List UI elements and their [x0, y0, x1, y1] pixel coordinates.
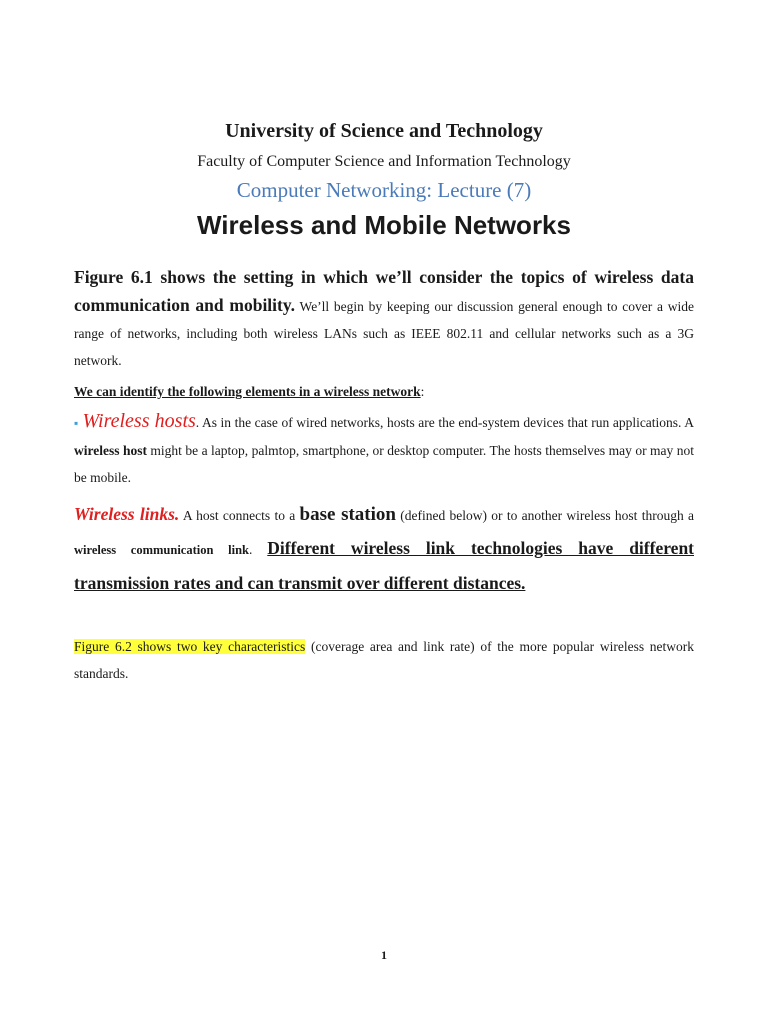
intro-paragraph	[74, 264, 694, 374]
links-text-2: (defined below) or to another wireless host through a	[395, 508, 694, 523]
lecture-heading: Computer Networking: Lecture (7)	[236, 178, 532, 202]
wireless-hosts-term: Wireless hosts	[82, 410, 196, 432]
intro-rest: We’ll begin by keeping our discussion general enough to cover a wide range of networks, including both wireless LANs such as IEEE 802.11 and cellular networks such as a 3G network.	[74, 299, 694, 368]
link-technologies-emphasis: Different wireless link technologies have different transmission rates and can transmit over different distances.	[74, 538, 694, 593]
hosts-text-2: might be a laptop, palmtop, smartphone, or desktop computer. The hosts themselves may or may not be mobile.	[74, 443, 695, 485]
figure-6-2-paragraph	[74, 633, 694, 687]
intro-lead: Figure 6.1 shows the setting in which we’ll consider the topics of wireless data communication and mobility.	[74, 267, 694, 315]
wireless-links-term: Wireless links.	[74, 504, 180, 524]
figure-6-2-highlight: Figure 6.2 shows two key characteristics	[74, 639, 306, 654]
hosts-text-1: . As in the case of wired networks, hosts are the end-system devices that run applications. A	[195, 415, 694, 430]
figure-6-2-rest: (coverage area and link rate) of the more popular wireless network standards.	[74, 639, 695, 681]
wireless-host-bold: wireless host	[74, 443, 147, 458]
page-number: 1	[381, 948, 387, 962]
elements-heading-colon: :	[420, 384, 425, 399]
university-name: University of Science and Technology	[225, 120, 543, 142]
links-text-3: .	[248, 542, 268, 557]
bullet-icon: ▪	[74, 416, 79, 430]
base-station-term: base station	[299, 504, 396, 525]
elements-heading-text: We can identify the following elements in a wireless network	[74, 384, 421, 399]
links-text-1: A host connects to a	[179, 508, 300, 523]
faculty-name: Faculty of Computer Science and Information Technology	[197, 153, 571, 170]
page-title: Wireless and Mobile Networks	[197, 210, 571, 240]
elements-heading	[74, 384, 424, 400]
wireless-links-paragraph	[74, 498, 694, 601]
wireless-communication-link-term: wireless communication link	[74, 543, 249, 557]
wireless-hosts-paragraph	[74, 408, 694, 491]
